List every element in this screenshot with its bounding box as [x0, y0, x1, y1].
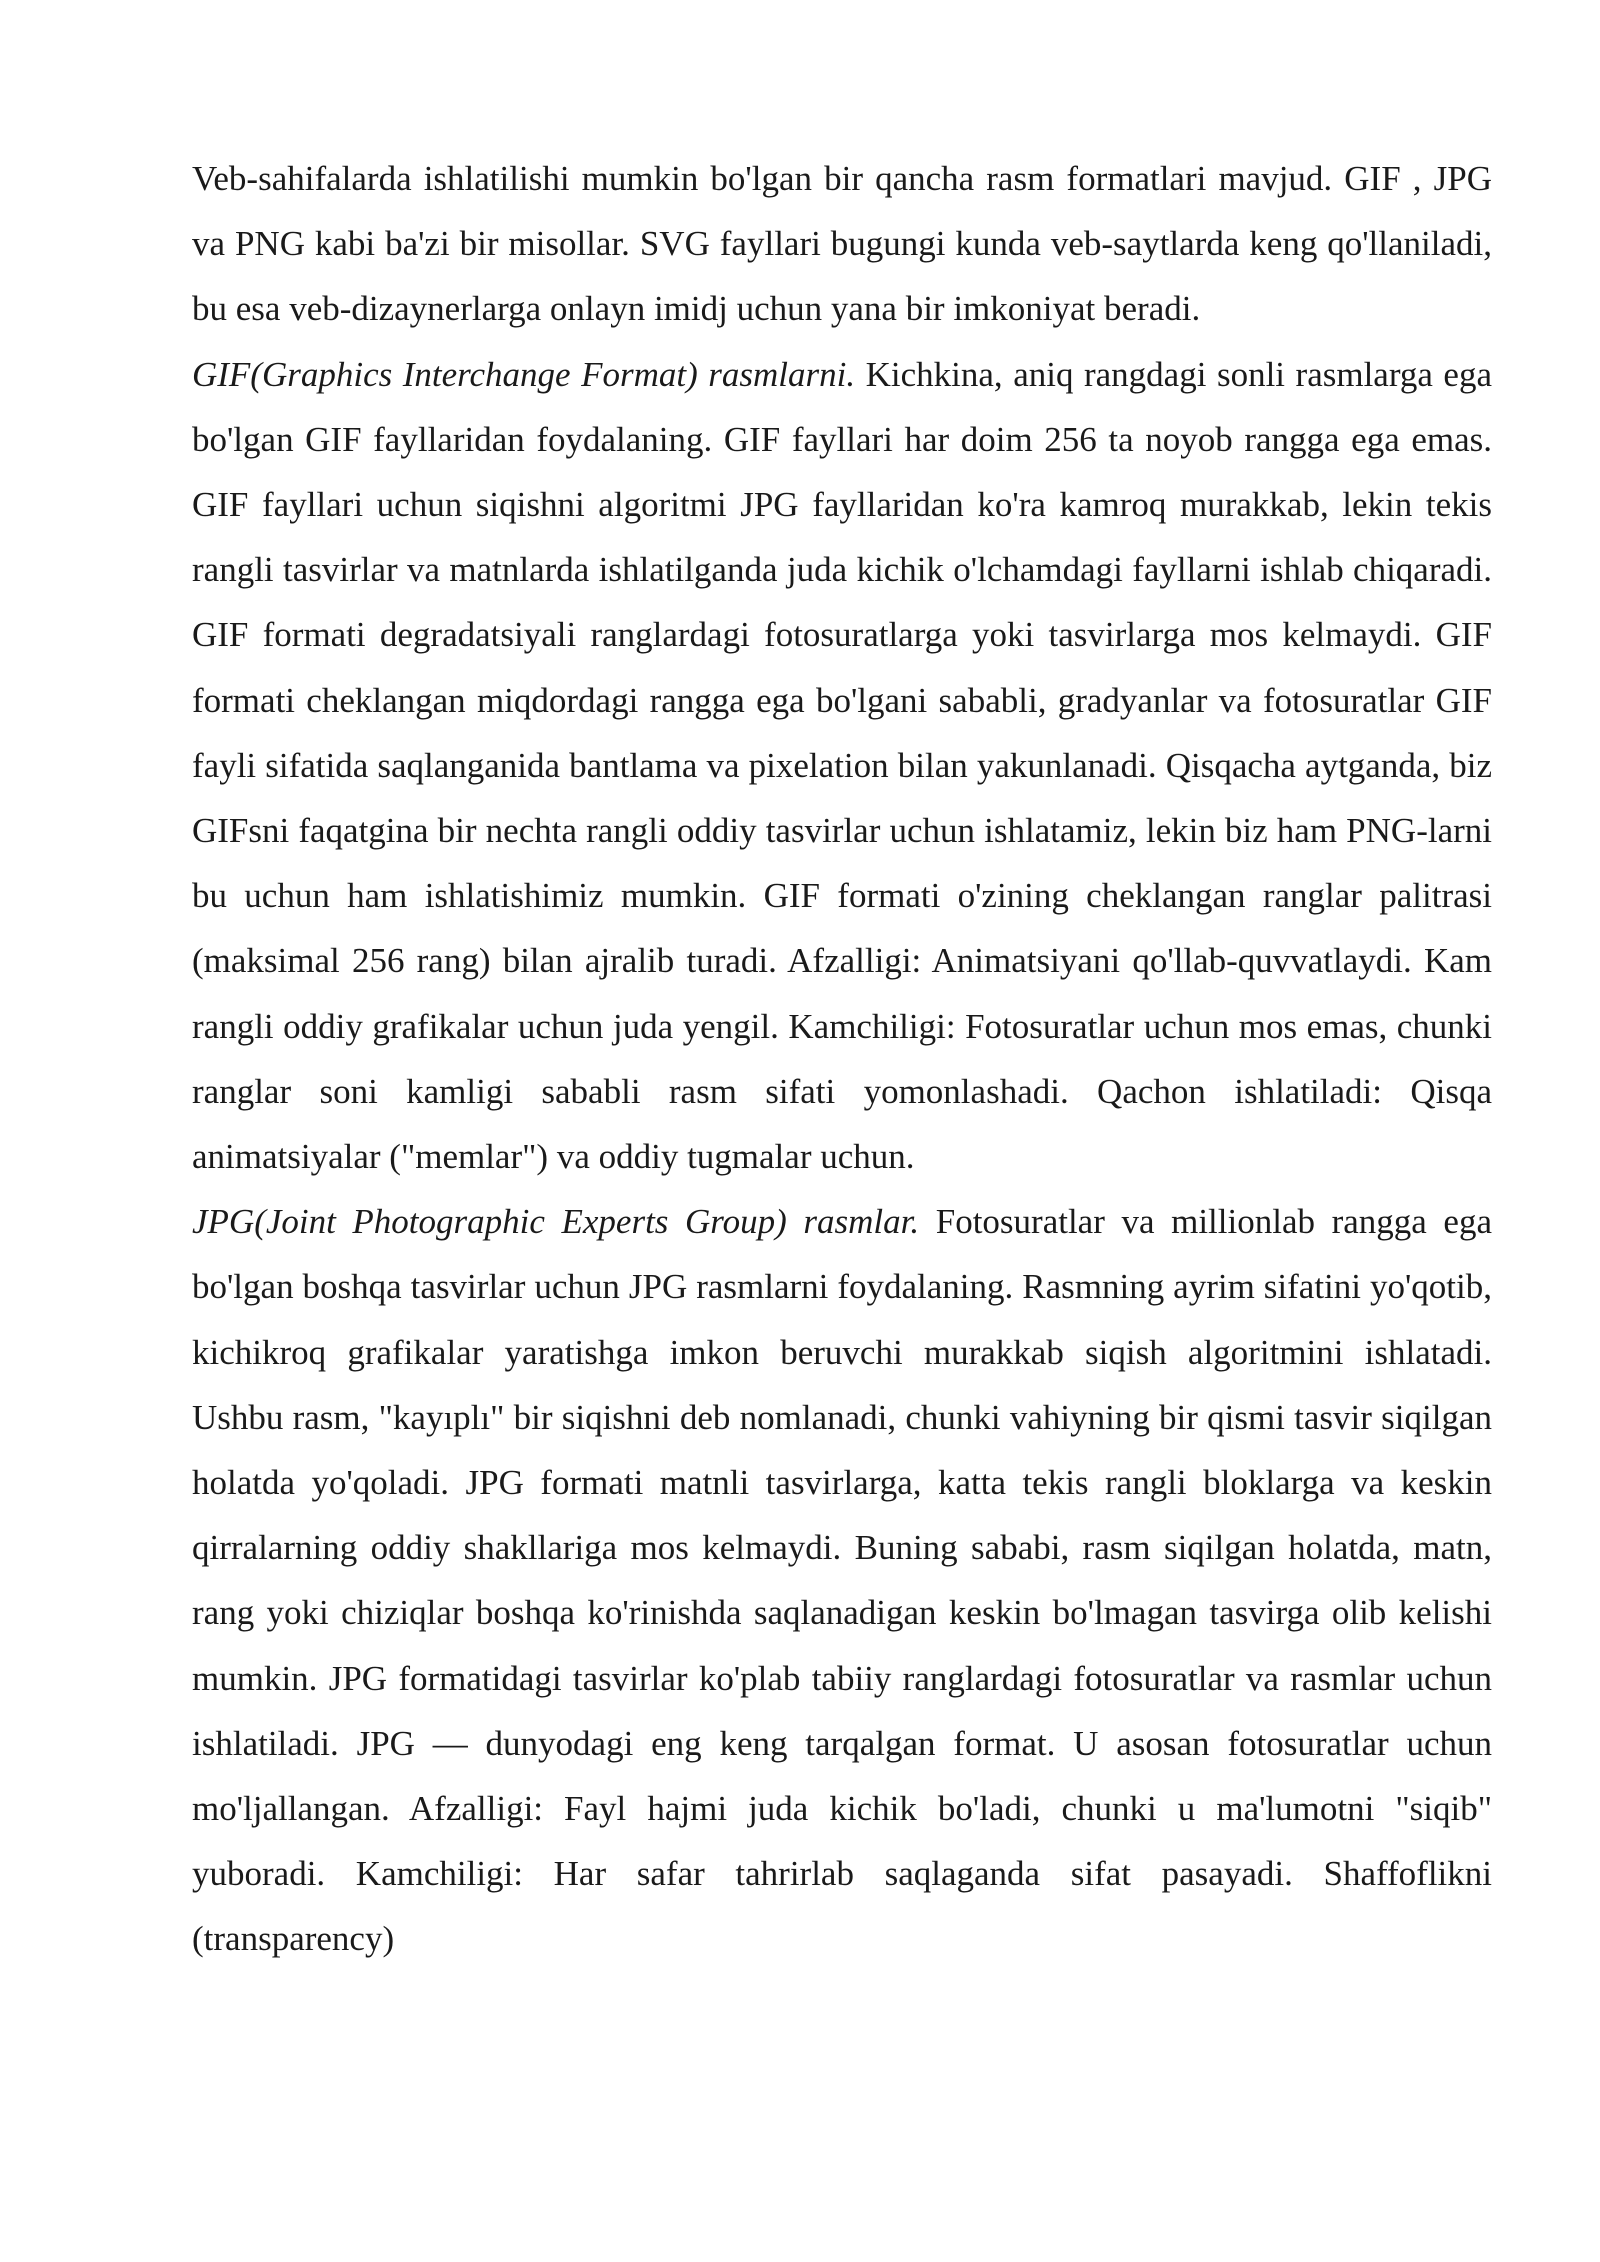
jpg-paragraph: [192, 1189, 1492, 1971]
intro-paragraph: Veb-sahifalarda ishlatilishi mumkin bo'lgan bir qancha rasm formatlari mavjud. GIF , JPG va PNG kabi ba'zi bir misollar. SVG fayllari bugungi kunda veb-saytlarda keng qo'llaniladi, bu esa veb-dizaynerlarga onlayn imidj uchun yana bir imkoniyat beradi.: [192, 159, 1492, 329]
jpg-paragraph-body: Fotosuratlar va millionlab rangga ega bo'lgan boshqa tasvirlar uchun JPG rasmlarni foydalaning. Rasmning ayrim sifatini yo'qotib, kichikroq grafikalar yaratishga imkon beruvchi murakkab siqish algoritmini ishlatadi. Ushbu rasm, "kayıplı" bir siqishni deb nomlanadi, chunki vahiyning bir qismi tasvir siqilgan holatda yo'qoladi. JPG formati matnli tasvirlarga, katta tekis rangli bloklarga va keskin qirralarning oddiy shakllariga mos kelmaydi. Buning sababi, rasm siqilgan holatda, matn, rang yoki chiziqlar boshqa ko'rinishda saqlanadigan keskin bo'lmagan tasvirga olib kelishi mumkin. JPG formatidagi tasvirlar ko'plab tabiiy ranglardagi fotosuratlar va rasmlar uchun ishlatiladi. JPG — dunyodagi eng keng tarqalgan format. U asosan fotosuratlar uchun mo'ljallangan. Afzalligi: Fayl hajmi juda kichik bo'ladi, chunki u ma'lumotni "siqib" yuboradi. Kamchiligi: Har safar tahrirlab saqlaganda sifat pasayadi. Shaffoflikni (transparency): [192, 1202, 1492, 1959]
gif-paragraph: [192, 342, 1492, 1190]
jpg-paragraph-lead: JPG(Joint Photographic Experts Group) rasmlar.: [192, 1202, 920, 1242]
document-body: [192, 146, 1492, 1972]
gif-paragraph-lead: GIF(Graphics Interchange Format) rasmlarni.: [192, 354, 856, 394]
gif-paragraph-body: Kichkina, aniq rangdagi sonli rasmlarga ega bo'lgan GIF fayllaridan foydalaning. GIF fayllari har doim 256 ta noyob rangga ega emas. GIF fayllari uchun siqishni algoritmi JPG fayllaridan ko'ra kamroq murakkab, lekin tekis rangli tasvirlar va matnlarda ishlatilganda juda kichik o'lchamdagi fayllarni ishlab chiqaradi. GIF formati degradatsiyali ranglardagi fotosuratlarga yoki tasvirlarga mos kelmaydi. GIF formati cheklangan miqdordagi rangga ega bo'lgani sababli, gradyanlar va fotosuratlar GIF fayli sifatida saqlanganida bantlama va pixelation bilan yakunlanadi. Qisqacha aytganda, biz GIFsni faqatgina bir nechta rangli oddiy tasvirlar uchun ishlatamiz, lekin biz ham PNG-larni bu uchun ham ishlatishimiz mumkin. GIF formati o'zining cheklangan ranglar palitrasi (maksimal 256 rang) bilan ajralib turadi. Afzalligi: Animatsiyani qo'llab-quvvatlaydi. Kam rangli oddiy grafikalar uchun juda yengil. Kamchiligi: Fotosuratlar uchun mos emas, chunki ranglar soni kamligi sababli rasm sifati yomonlashadi. Qachon ishlatiladi: Qisqa animatsiyalar ("memlar") va oddiy tugmalar uchun.: [192, 354, 1492, 1177]
